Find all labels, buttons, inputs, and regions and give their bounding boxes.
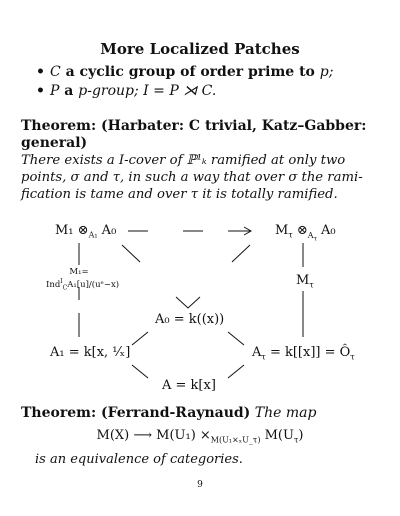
bullet-tail: p; bbox=[319, 64, 334, 80]
node-top-right: $M_\tau$ $\otimes_{A_\tau}$ A₀ bbox=[275, 223, 336, 243]
bullet-var: P bbox=[50, 83, 60, 99]
bullet-item bbox=[36, 64, 376, 80]
bullet-text: a bbox=[59, 83, 79, 99]
diagonal-line bbox=[132, 365, 148, 378]
bullet-item bbox=[36, 83, 376, 99]
equivalence-text: is an equivalence of categories. bbox=[35, 452, 243, 467]
commutative-diagram bbox=[0, 205, 400, 405]
theorem-line: There exists a I-cover of ℙ¹ₖ ramified at only two bbox=[21, 153, 346, 168]
bullet-list bbox=[36, 64, 376, 102]
chevron-down-icon bbox=[176, 297, 200, 308]
bullet-text: a cyclic group of order prime to bbox=[60, 64, 320, 80]
theorem-heading-line: Theorem: (Harbater: C trivial, Katz–Gabber: bbox=[21, 118, 367, 134]
theorem-heading bbox=[21, 118, 381, 152]
node-center: A₀ = k((x)) bbox=[155, 312, 225, 327]
page-title: More Localized Patches bbox=[100, 40, 300, 58]
node-a1: A₁ = k[x, ¹⁄ₓ] bbox=[50, 345, 131, 360]
node-m-tau: $M_\tau$ bbox=[296, 273, 314, 290]
bullet-dot-icon: • bbox=[36, 64, 45, 80]
theorem2-heading: Theorem: (Ferrand-Raynaud) bbox=[21, 405, 251, 421]
node-bottom: A = k[x] bbox=[162, 378, 216, 393]
theorem2-statement bbox=[21, 405, 381, 421]
diagonal-line bbox=[228, 332, 244, 345]
theorem2-tail: The map bbox=[250, 405, 317, 421]
theorem-statement bbox=[21, 152, 381, 203]
theorem-line: fication is tame and over τ it is totally ramified. bbox=[21, 187, 338, 202]
equivalence-formula: M(X) ⟶ $M(U_1) \times_{M(U_1\times_xU\_\tau)}$ $M(U_\tau)$ bbox=[96, 428, 304, 445]
diagonal-line bbox=[228, 365, 244, 378]
node-a-tau: $A_\tau = k[[x]]$ = $Ô_\tau$ bbox=[252, 345, 355, 362]
theorem-line: points, σ and τ, in such a way that over σ the rami- bbox=[21, 170, 363, 185]
diagonal-line bbox=[132, 332, 148, 345]
theorem-heading-line: general) bbox=[21, 135, 88, 151]
node-m1-definition: M₁= Ind$^I_C$A₁[u]/(uᵉ−x) bbox=[46, 267, 120, 292]
diagonal-line bbox=[232, 245, 250, 262]
bullet-var: C bbox=[50, 64, 61, 80]
bullet-tail: p-group; I = P ⋊ C. bbox=[78, 83, 217, 99]
diagonal-line bbox=[122, 245, 140, 262]
node-top-left: M₁ $\otimes_{A_1}$ A₀ bbox=[55, 223, 117, 240]
bullet-dot-icon: • bbox=[36, 83, 45, 99]
page-number: 9 bbox=[197, 480, 203, 490]
